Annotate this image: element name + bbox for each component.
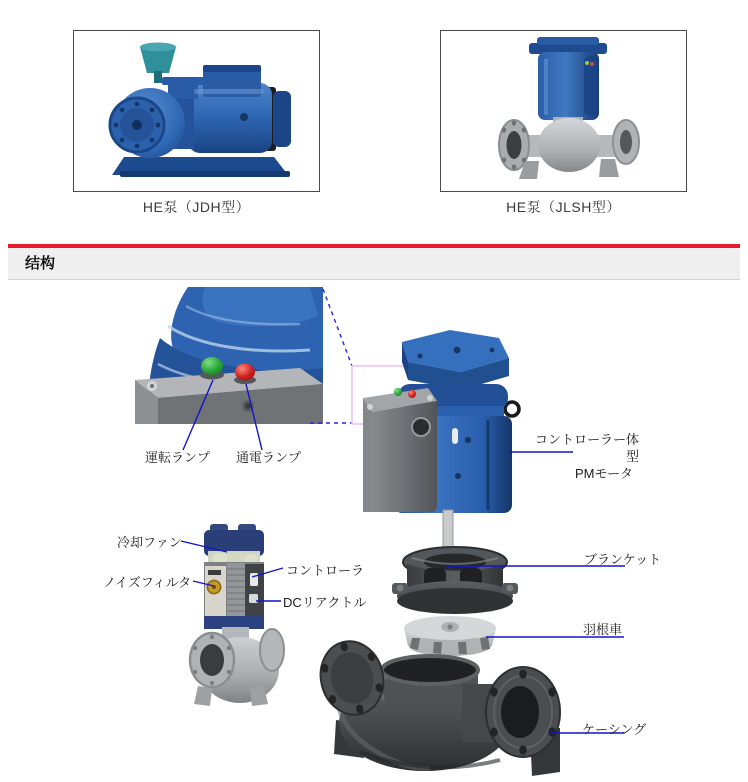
jdh-pump-photo xyxy=(74,31,319,191)
jlsh-pump-photo xyxy=(441,31,686,191)
jlsh-pump-illustration xyxy=(499,37,639,179)
casing-image xyxy=(313,635,560,776)
section-header xyxy=(8,248,740,280)
label-pm-motor-line1: コントローラー体型 xyxy=(534,432,639,464)
product-figure-jdh xyxy=(73,30,320,192)
product-caption-jdh: HE泵（JDH型） xyxy=(142,199,251,215)
impeller-image xyxy=(404,616,496,656)
label-cooling-fan: 冷却ファン xyxy=(117,535,182,550)
label-impeller: 羽根車 xyxy=(583,622,623,637)
label-run-lamp: 運転ランプ xyxy=(145,450,211,465)
label-power-lamp: 通電ランプ xyxy=(236,450,302,465)
label-pm-motor xyxy=(527,431,639,482)
cutaway-pump-image xyxy=(190,524,284,706)
label-pm-motor-line2: PMモータ xyxy=(575,466,633,481)
label-bracket: ブランケット xyxy=(584,552,662,567)
label-noise-filter: ノイズフィルタ xyxy=(103,575,192,590)
structure-diagram xyxy=(0,280,748,782)
product-caption-jlsh: HE泵（JLSH型） xyxy=(506,199,621,215)
label-dc-reactor: DCリアクトル xyxy=(283,595,367,610)
jdh-pump-illustration xyxy=(110,43,291,178)
pm-motor-image xyxy=(363,330,519,563)
product-figure-jlsh xyxy=(440,30,687,192)
label-casing: ケーシング xyxy=(582,722,647,737)
lamp-inset-image xyxy=(135,287,323,424)
label-controller: コントローラ xyxy=(286,563,365,578)
bracket-image xyxy=(392,547,518,614)
section-title: 结构 xyxy=(25,255,56,272)
